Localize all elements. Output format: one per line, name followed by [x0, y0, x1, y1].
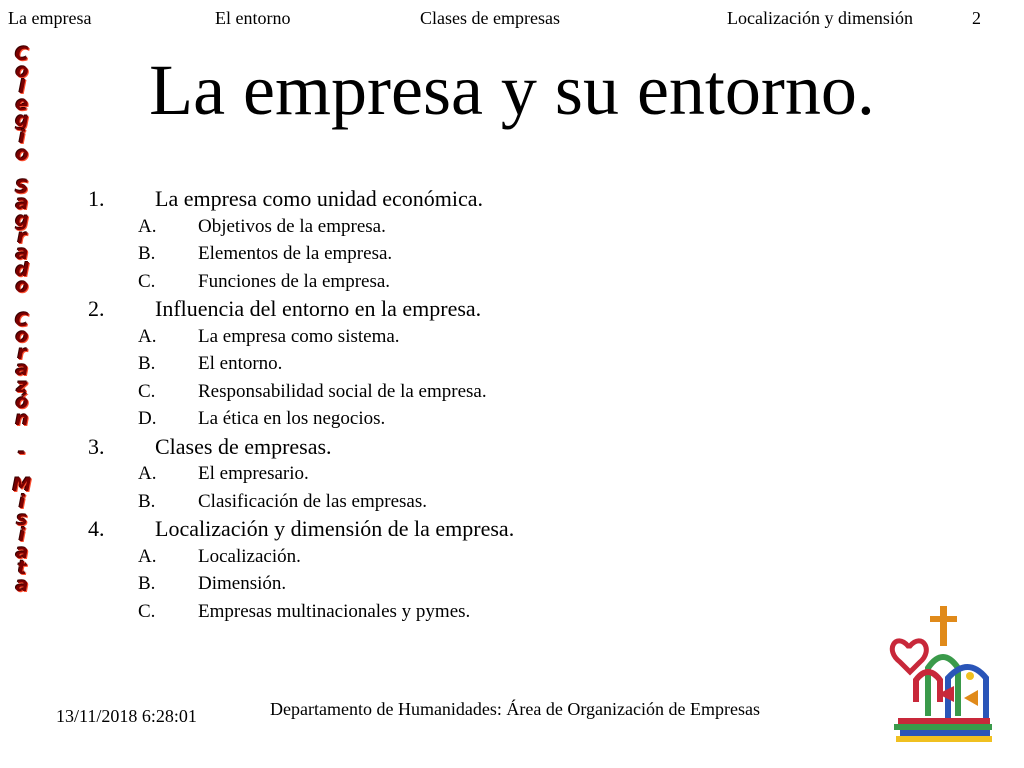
side-brand-letter: M [12, 474, 32, 497]
outline-section [88, 433, 728, 461]
side-brand-letter: a [15, 358, 29, 381]
section-number: 2. [88, 296, 105, 321]
slide-title: La empresa y su entorno. [149, 50, 875, 130]
subitem-letter: C. [138, 270, 156, 292]
subitem-title: El empresario. [198, 463, 309, 484]
side-brand-text [0, 43, 44, 596]
subitem-letter: C. [138, 600, 156, 622]
outline-subitem [88, 405, 728, 433]
side-brand-letter: n [15, 408, 29, 431]
nav-link-el-entorno[interactable]: El entorno [215, 8, 291, 28]
side-brand-letter: r [17, 225, 27, 248]
outline-section [88, 295, 728, 323]
side-brand-letter: i [18, 491, 26, 514]
side-brand-letter: a [15, 242, 29, 265]
subitem-title: La empresa como sistema. [198, 325, 400, 347]
side-brand-letter: s [16, 507, 28, 530]
nav-link-localizacion-y-dimension[interactable]: Localización y dimensión [727, 8, 913, 28]
subitem-letter: A. [138, 463, 157, 484]
footer-department: Departamento de Humanidades: Área de Organización de Empresas [270, 699, 760, 719]
subitem-title: La ética en los negocios. [198, 408, 386, 429]
side-brand-letter: l [18, 76, 26, 99]
subitem-title: Funciones de la empresa. [198, 270, 391, 292]
section-title: Localización y dimensión de la empresa. [155, 516, 515, 541]
section-title: Influencia del entorno en la empresa. [155, 296, 482, 321]
outline-subitem [88, 350, 728, 378]
subitem-letter: B. [138, 243, 156, 264]
side-brand-letter: - [18, 441, 26, 464]
side-brand-letter: o [15, 59, 29, 82]
side-brand-letter: C [15, 308, 29, 331]
side-brand-letter: t [17, 557, 27, 580]
subitem-title: El entorno. [198, 353, 283, 374]
side-brand-letter: g [15, 208, 29, 231]
subitem-letter: B. [138, 490, 156, 512]
outline-subitem [88, 598, 728, 626]
outline-subitem [88, 378, 728, 406]
subitem-letter: D. [138, 408, 157, 429]
subitem-title: Elementos de la empresa. [198, 243, 393, 264]
section-title: Clases de empresas. [155, 433, 332, 459]
outline-subitem [88, 543, 728, 571]
page-number: 2 [972, 8, 981, 28]
subitem-letter: A. [138, 325, 157, 347]
footer-datetime: 13/11/2018 6:28:01 [56, 706, 197, 726]
side-brand-letter: r [17, 341, 27, 364]
school-crest-icon [888, 606, 998, 746]
subitem-title: Clasificación de las empresas. [198, 490, 427, 512]
subitem-title: Responsabilidad social de la empresa. [198, 380, 487, 402]
side-brand-letter: z [16, 374, 28, 397]
subitem-letter: B. [138, 353, 156, 374]
side-brand-letter: o [15, 142, 29, 165]
outline-section [88, 185, 728, 213]
outline-subitem [88, 323, 728, 351]
side-brand-letter: i [18, 524, 26, 547]
side-brand-letter: S [15, 175, 29, 198]
outline-list [88, 185, 728, 625]
subitem-title: Objetivos de la empresa. [198, 215, 386, 237]
subitem-letter: A. [138, 215, 157, 237]
side-brand-letter: i [18, 125, 26, 148]
outline-subitem [88, 268, 728, 296]
side-brand-letter: o [15, 325, 29, 348]
subitem-letter: B. [138, 573, 156, 594]
subitem-title: Empresas multinacionales y pymes. [198, 600, 471, 622]
nav-link-clases-de-empresas[interactable]: Clases de empresas [420, 8, 560, 28]
section-number: 4. [88, 516, 105, 541]
side-brand-letter: C [15, 43, 29, 65]
side-brand-letter: d [15, 258, 29, 281]
subitem-letter: C. [138, 380, 156, 402]
outline-subitem [88, 488, 728, 516]
outline-section [88, 515, 728, 543]
outline-subitem [88, 570, 728, 598]
side-brand-letter: g [15, 109, 29, 132]
outline-subitem [88, 213, 728, 241]
nav-link-la-empresa[interactable]: La empresa [8, 8, 92, 28]
section-number: 1. [88, 186, 105, 211]
subitem-letter: A. [138, 545, 157, 567]
side-brand-letter: e [15, 92, 29, 115]
section-number: 3. [88, 433, 105, 459]
side-brand-letter: a [15, 540, 29, 563]
side-brand-letter: a [15, 192, 29, 215]
side-brand-letter: o [15, 275, 29, 298]
subitem-title: Dimensión. [198, 573, 287, 594]
subitem-title: Localización. [198, 545, 301, 567]
side-brand-letter: a [15, 574, 29, 596]
outline-subitem [88, 460, 728, 488]
section-title: La empresa como unidad económica. [155, 186, 484, 211]
side-brand-letter: ó [15, 391, 29, 414]
outline-subitem [88, 240, 728, 268]
